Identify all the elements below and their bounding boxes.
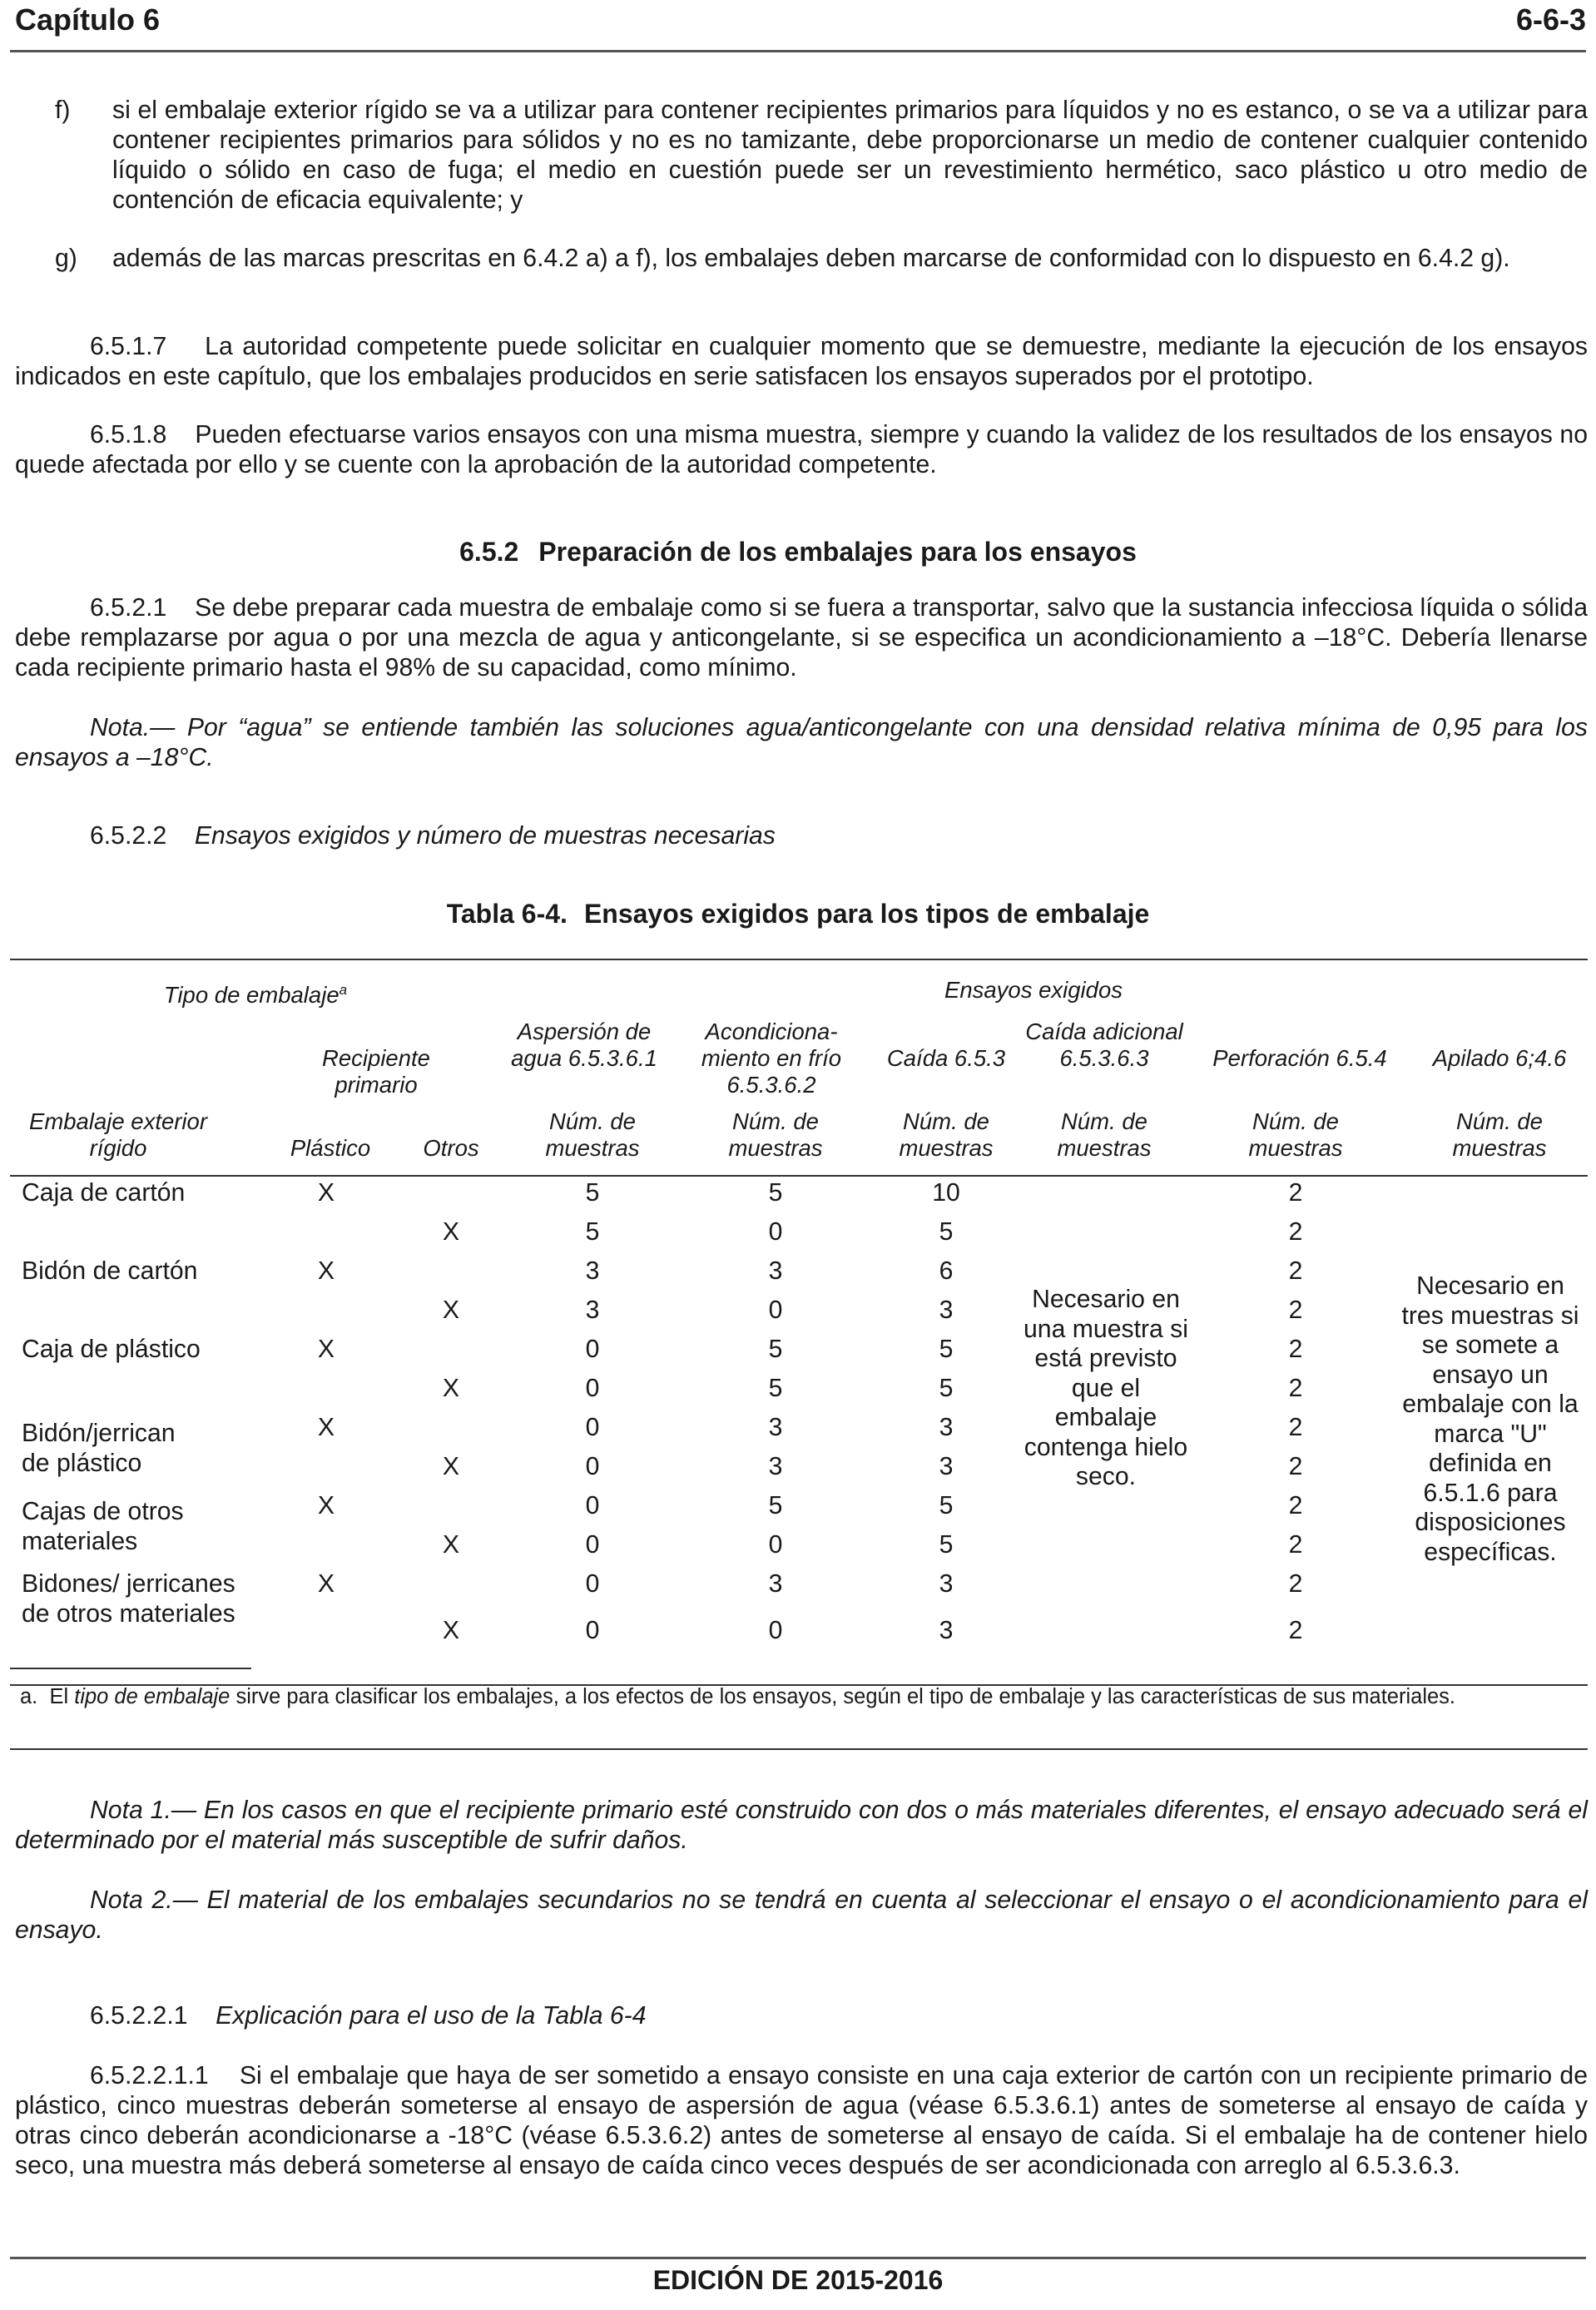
row-group-label: Bidones/ jerricanes de otros materiales: [22, 1570, 235, 1628]
note-text: Por “agua” se entiende también las soluciones agua/anticongelante con una densidad relativa mínima de 0,95 para los ensayos a –18°C.: [15, 714, 1588, 771]
cell-caida: 3: [939, 1296, 954, 1324]
cell-caida: 10: [932, 1179, 960, 1207]
cell-plastico: X: [317, 1414, 335, 1441]
cell-otros: X: [442, 1617, 460, 1644]
header-recipiente-primario: Recipiente primario: [322, 1045, 430, 1098]
item-f-text: si el embalaje exterior rígido se va a utilizar para contener recipientes primarios para líquidos y no es estanco, o se va a utilizar para contener recipientes primarios para sólidos y no es no tamizante, debe proporcionarse un medio de contener cualquier contenido líquido o sólido en caso de fuga; el medio en cuestión puede ser un revestimiento hermético, saco plástico u otro medio de contención de eficacia equivalente; y: [112, 97, 1588, 214]
cell-otros: X: [442, 1218, 460, 1246]
row-group-label: Bidón/jerrican de plástico: [22, 1420, 176, 1477]
cell-asp: 0: [585, 1570, 600, 1598]
header-num-muestras: Núm. de muestras: [545, 1108, 640, 1161]
footer-rule: [10, 2257, 1586, 2259]
cell-perf: 2: [1288, 1375, 1303, 1402]
para-6-5-2-2: [15, 821, 1588, 851]
cell-acond: 5: [768, 1492, 783, 1519]
cell-plastico: X: [317, 1179, 335, 1207]
para-6-5-2-2-1: 6.5.2.2.1 Explicación para el uso de la Tabla 6-4: [90, 2002, 647, 2030]
cell-perf: 2: [1288, 1617, 1303, 1644]
header-otros: Otros: [423, 1135, 479, 1161]
cell-caida: 3: [939, 1617, 954, 1644]
cell-otros: X: [442, 1531, 460, 1559]
table-top-rule: [10, 959, 1588, 960]
cell-plastico: X: [317, 1570, 335, 1598]
row-group-label: Bidón de cartón: [22, 1257, 198, 1285]
note-1: Nota 1.— En los casos en que el recipiente primario esté construido con dos o más materiales diferentes, el ensayo adecuado será el determinado por el material más susceptible de sufrir daños.: [15, 1797, 1588, 1854]
cell-acond: 0: [768, 1218, 783, 1246]
header-num-muestras: Núm. de muestras: [1248, 1108, 1343, 1161]
cell-acond: 0: [768, 1617, 783, 1644]
apilado-note: Necesario en tres muestras si se somete a ensayo un embalaje con la marca "U" definida en 6.5.1.6 para disposiciones específicas.: [1401, 1272, 1579, 1566]
header-num-muestras: Núm. de muestras: [728, 1108, 823, 1161]
cell-asp: 0: [585, 1453, 600, 1480]
cell-otros: X: [442, 1296, 460, 1324]
cell-caida: 5: [939, 1375, 954, 1402]
para-text: La autoridad competente puede solicitar en cualquier momento que se demuestre, mediante la ejecución de los ensayos indicados en este capítulo, que los embalajes producidos en serie satisfacen los ensayos superados por el prototipo.: [15, 333, 1588, 390]
para-text: Ensayos exigidos y número de muestras necesarias: [194, 822, 776, 850]
cell-caida: 5: [939, 1218, 954, 1246]
cell-asp: 0: [585, 1492, 600, 1519]
cell-caida: 3: [939, 1414, 954, 1441]
cell-acond: 3: [768, 1257, 783, 1285]
table-title: [0, 897, 1596, 930]
para-number: 6.5.1.8: [90, 421, 167, 449]
cell-perf: 2: [1288, 1336, 1303, 1363]
cell-asp: 5: [585, 1218, 600, 1246]
cell-acond: 0: [768, 1531, 783, 1559]
cell-asp: 0: [585, 1336, 600, 1363]
para-6-5-1-7: [15, 332, 1588, 392]
para-text: Pueden efectuarse varios ensayos con una misma muestra, siempre y cuando la validez de los resultados de los ensayos no quede afectada por ello y se cuente con la aprobación de la autoridad competente.: [15, 421, 1588, 478]
header-embalaje-exterior: Embalaje exterior rígido: [29, 1108, 207, 1161]
cell-otros: X: [442, 1375, 460, 1402]
para-6-5-1-8: [15, 420, 1588, 480]
cell-caida: 5: [939, 1531, 954, 1559]
cell-asp: 3: [585, 1296, 600, 1324]
cell-caida: 6: [939, 1257, 954, 1285]
caida-adicional-note: Necesario en una muestra si está previsto que el embalaje contenga hielo seco.: [1024, 1286, 1188, 1490]
header-bottom-rule: [10, 1175, 1588, 1177]
cell-asp: 0: [585, 1414, 600, 1441]
header-aspersion: Aspersión de agua 6.5.3.6.1: [511, 1019, 657, 1071]
page-number: 6-6-3: [1515, 2, 1586, 37]
header-perforacion: Perforación 6.5.4: [1212, 1045, 1387, 1071]
para-number: 6.5.2.1: [90, 594, 167, 622]
cell-asp: 0: [585, 1375, 600, 1402]
cell-plastico: X: [317, 1336, 335, 1363]
para-number: 6.5.1.7: [90, 333, 167, 360]
cell-otros: X: [442, 1453, 460, 1480]
cell-asp: 0: [585, 1531, 600, 1559]
cell-perf: 2: [1288, 1570, 1303, 1598]
header-ensayos-exigidos: Ensayos exigidos: [944, 977, 1123, 1003]
cell-acond: 3: [768, 1453, 783, 1480]
cell-perf: 2: [1288, 1218, 1303, 1246]
para-6-5-2-2-1-1: 6.5.2.2.1.1 Si el embalaje que haya de ser sometido a ensayo consiste en una caja exterior de cartón con un recipiente primario de plástico, cinco muestras deberán someterse al ensayo de aspersión de agua (véase 6.5.3.6.1) antes de someterse al ensayo de caída y otras cinco deberán acondicionarse a -18°C (véase 6.5.3.6.2) antes de someterse al ensayo de caída. Si el embalaje ha de contener hielo seco, una muestra más deberá someterse al ensayo de caída cinco veces después de ser acondicionada con arreglo al 6.5.3.6.3.: [15, 2062, 1588, 2179]
cell-caida: 3: [939, 1570, 954, 1598]
item-f-label: f): [55, 97, 71, 124]
item-g-label: g): [55, 245, 77, 272]
cell-perf: 2: [1288, 1296, 1303, 1324]
header-tipo-embalaje: Tipo de embalaje$^a$: [163, 982, 348, 1009]
para-6-5-2-1: [15, 593, 1588, 683]
cell-caida: 3: [939, 1453, 954, 1480]
table-number: Tabla 6-4.: [446, 899, 568, 929]
cell-caida: 5: [939, 1492, 954, 1519]
edition-footer: EDICIÓN DE 2015-2016: [652, 2265, 944, 2295]
section-heading-6-5-2: [0, 535, 1596, 568]
cell-asp: 3: [585, 1257, 600, 1285]
table-bottom-rule: [10, 1748, 1588, 1750]
row-group-label: Caja de plástico: [22, 1336, 201, 1363]
item-g-text: además de las marcas prescritas en 6.4.2 a) a f), los embalajes deben marcarse de conformidad con lo dispuesto en 6.4.2 g).: [112, 245, 1510, 272]
header-num-muestras: Núm. de muestras: [1452, 1108, 1547, 1161]
cell-perf: 2: [1288, 1531, 1303, 1559]
tests-table: [10, 959, 1588, 1751]
header-rule: [10, 50, 1586, 52]
cell-perf: 2: [1288, 1492, 1303, 1519]
section-number: 6.5.2: [459, 537, 519, 567]
cell-plastico: X: [317, 1492, 335, 1519]
row-group-label: Caja de cartón: [22, 1179, 186, 1207]
para-text: Se debe preparar cada muestra de embalaje como si se fuera a transportar, salvo que la sustancia infecciosa líquida o sólida debe remplazarse por agua o por una mezcla de agua y anticongelante, si se especifica un acondicionamiento a –18°C. Debería llenarse cada recipiente primario hasta el 98% de su capacidad, como mínimo.: [15, 594, 1588, 682]
cell-perf: 2: [1288, 1414, 1303, 1441]
cell-acond: 5: [768, 1179, 783, 1207]
header-acondicionamiento: Acondiciona- miento en frío 6.5.3.6.2: [701, 1019, 842, 1098]
cell-acond: 0: [768, 1296, 783, 1324]
cell-caida: 5: [939, 1336, 954, 1363]
cell-perf: 2: [1288, 1179, 1303, 1207]
group-column-rule: [10, 1668, 251, 1669]
cell-acond: 3: [768, 1414, 783, 1441]
cell-acond: 3: [768, 1570, 783, 1598]
cell-acond: 5: [768, 1375, 783, 1402]
cell-perf: 2: [1288, 1257, 1303, 1285]
header-caida-adicional: Caída adicional 6.5.3.6.3: [1025, 1019, 1183, 1071]
note-water: [15, 713, 1588, 773]
header-plastico: Plástico: [290, 1135, 371, 1161]
note-2: Nota 2.— El material de los embalajes secundarios no se tendrá en cuenta al seleccionar el ensayo o el acondicionamiento para el ensayo.: [15, 1886, 1588, 1944]
cell-asp: 0: [585, 1617, 600, 1644]
table-caption: Ensayos exigidos para los tipos de embalaje: [583, 899, 1150, 929]
cell-asp: 5: [585, 1179, 600, 1207]
page-header: [15, 0, 1586, 47]
section-title: Preparación de los embalajes para los ensayos: [538, 537, 1137, 567]
para-number: 6.5.2.2: [90, 822, 167, 850]
cell-perf: 2: [1288, 1453, 1303, 1480]
cell-plastico: X: [317, 1257, 335, 1285]
header-num-muestras: Núm. de muestras: [1057, 1108, 1152, 1161]
row-group-label: Cajas de otros materiales: [22, 1498, 184, 1555]
note-label: Nota.—: [90, 714, 176, 741]
header-caida: Caída 6.5.3: [886, 1045, 1006, 1071]
header-num-muestras: Núm. de muestras: [899, 1108, 994, 1161]
header-apilado: Apilado 6;4.6: [1432, 1045, 1567, 1071]
cell-acond: 5: [768, 1336, 783, 1363]
table-footnote: a. El tipo de embalaje sirve para clasificar los embalajes, a los efectos de los ensayos, según el tipo de embalaje y las características de sus materiales.: [20, 1685, 1456, 1708]
chapter-label: Capítulo 6: [15, 2, 161, 37]
